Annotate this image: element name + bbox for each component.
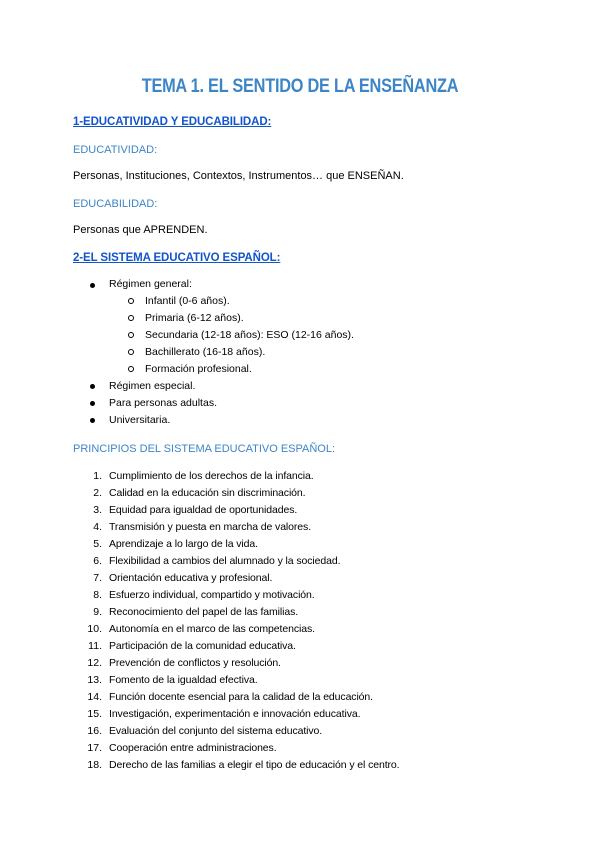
list-number: 17. bbox=[87, 742, 102, 754]
list-item: Orientación educativa y profesional. bbox=[109, 572, 273, 584]
bullet-dot bbox=[90, 283, 95, 288]
list-item: Transmisión y puesta en marcha de valores. bbox=[109, 521, 312, 533]
list-item: Fomento de la igualdad efectiva. bbox=[109, 674, 258, 686]
list-item: Secundaria (12-18 años): ESO (12-16 años). bbox=[145, 329, 354, 341]
list-number: 2. bbox=[93, 487, 102, 499]
list-item: Evaluación del conjunto del sistema educativo. bbox=[109, 725, 323, 737]
educabilidad-text: Personas que APRENDEN. bbox=[73, 224, 208, 236]
list-number: 9. bbox=[93, 606, 102, 618]
list-item: Calidad en la educación sin discriminación. bbox=[109, 487, 306, 499]
list-item: Cooperación entre administraciones. bbox=[109, 742, 277, 754]
educatividad-label: EDUCATIVIDAD: bbox=[73, 144, 158, 156]
bullet-circle bbox=[128, 332, 134, 338]
list-item: Infantil (0-6 años). bbox=[145, 295, 230, 307]
list-number: 6. bbox=[93, 555, 102, 567]
list-item: Autonomía en el marco de las competencias. bbox=[109, 623, 315, 635]
list-number: 15. bbox=[87, 708, 102, 720]
bullet-dot bbox=[90, 384, 95, 389]
bullet-circle bbox=[128, 315, 134, 321]
list-number: 18. bbox=[87, 759, 102, 771]
bullet-dot bbox=[90, 418, 95, 423]
bullet-dot bbox=[90, 401, 95, 406]
list-item: Participación de la comunidad educativa. bbox=[109, 640, 296, 652]
document-title: TEMA 1. EL SENTIDO DE LA ENSEÑANZA bbox=[141, 76, 459, 97]
section-heading-sistema-educativo: 2-EL SISTEMA EDUCATIVO ESPAÑOL: bbox=[73, 252, 281, 264]
list-item: Primaria (6-12 años). bbox=[145, 312, 244, 324]
principios-heading: PRINCIPIOS DEL SISTEMA EDUCATIVO ESPAÑOL: bbox=[73, 443, 336, 455]
list-item: Cumplimiento de los derechos de la infancia. bbox=[109, 470, 314, 482]
list-number: 7. bbox=[93, 572, 102, 584]
section-heading-educatividad-educabilidad: 1-EDUCATIVIDAD Y EDUCABILIDAD: bbox=[73, 116, 272, 128]
list-number: 1. bbox=[93, 470, 102, 482]
list-number: 8. bbox=[93, 589, 102, 601]
educabilidad-label: EDUCABILIDAD: bbox=[73, 198, 158, 210]
list-item: Flexibilidad a cambios del alumnado y la sociedad. bbox=[109, 555, 341, 567]
bullet-circle bbox=[128, 366, 134, 372]
bullet-circle bbox=[128, 349, 134, 355]
list-item: Aprendizaje a lo largo de la vida. bbox=[109, 538, 258, 550]
list-item: Función docente esencial para la calidad de la educación. bbox=[109, 691, 373, 703]
list-number: 10. bbox=[87, 623, 102, 635]
list-number: 14. bbox=[87, 691, 102, 703]
list-item: Reconocimiento del papel de las familias. bbox=[109, 606, 299, 618]
list-item: Investigación, experimentación e innovación educativa. bbox=[109, 708, 361, 720]
list-item: Derecho de las familias a elegir el tipo de educación y el centro. bbox=[109, 759, 400, 771]
bullet-circle bbox=[128, 298, 134, 304]
list-number: 5. bbox=[93, 538, 102, 550]
list-number: 12. bbox=[87, 657, 102, 669]
list-item: Régimen general: bbox=[109, 278, 192, 290]
list-number: 13. bbox=[87, 674, 102, 686]
list-item: Formación profesional. bbox=[145, 363, 252, 375]
list-number: 4. bbox=[93, 521, 102, 533]
list-item: Esfuerzo individual, compartido y motivación. bbox=[109, 589, 315, 601]
list-number: 3. bbox=[93, 504, 102, 516]
list-number: 16. bbox=[87, 725, 102, 737]
educatividad-text: Personas, Instituciones, Contextos, Instrumentos… que ENSEÑAN. bbox=[73, 170, 404, 182]
list-item: Para personas adultas. bbox=[109, 397, 217, 409]
list-item: Bachillerato (16-18 años). bbox=[145, 346, 266, 358]
list-number: 11. bbox=[88, 640, 102, 652]
list-item: Universitaria. bbox=[109, 414, 171, 426]
list-item: Prevención de conflictos y resolución. bbox=[109, 657, 281, 669]
list-item: Régimen especial. bbox=[109, 380, 196, 392]
list-item: Equidad para igualdad de oportunidades. bbox=[109, 504, 298, 516]
